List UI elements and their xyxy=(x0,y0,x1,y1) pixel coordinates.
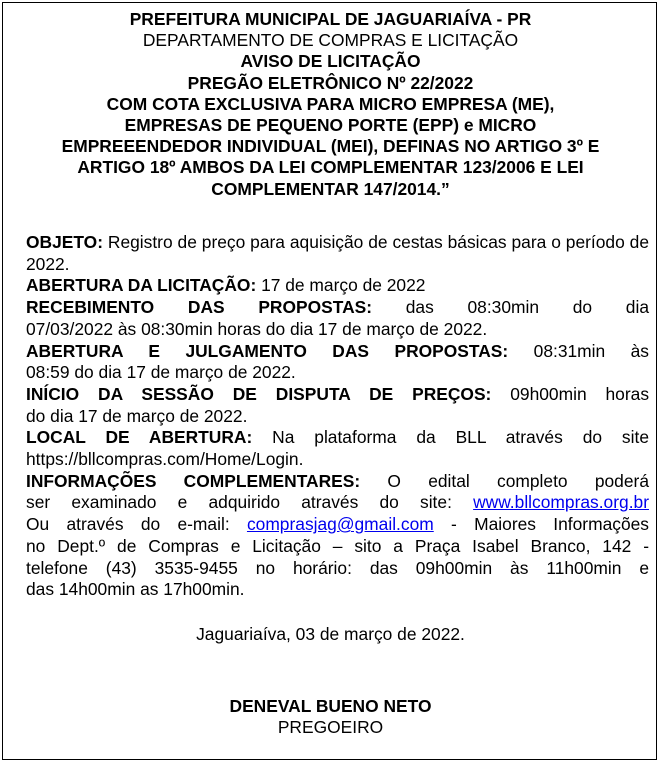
objeto-text: Registro de preço para aquisição de cestas básicas para o período de 2022. xyxy=(26,232,649,274)
local-text: Na plataforma da BLL através do site xyxy=(252,427,649,448)
abertura-label: ABERTURA DA LICITAÇÃO: xyxy=(26,275,257,296)
objeto-section xyxy=(26,232,649,275)
julgamento-line-2: 08:59 do dia 17 de março de 2022. xyxy=(26,362,296,383)
julgamento-line-1 xyxy=(26,341,649,363)
sessao-line-2: do dia 17 de março de 2022. xyxy=(26,405,248,426)
quota-line: ARTIGO 18º AMBOS DA LEI COMPLEMENTAR 123/2006 E LEI xyxy=(77,157,584,178)
informacoes-line-3 xyxy=(26,514,649,536)
informacoes-line-5: telefone (43) 3535-9455 no horário: das 09h00min às 11h00min e xyxy=(26,557,649,578)
informacoes-line-6: das 14h00min as 17h00min. xyxy=(26,579,245,600)
department-title: DEPARTAMENTO DE COMPRAS E LICITAÇÃO xyxy=(142,30,519,51)
local-section xyxy=(26,427,649,470)
recebimento-text: das 08:30min do dia xyxy=(372,297,649,318)
informacoes-label: INFORMAÇÕES COMPLEMENTARES: xyxy=(26,470,361,491)
julgamento-text: 08:31min às xyxy=(508,340,650,361)
sessao-line-1 xyxy=(26,384,649,406)
signer-name: DENEVAL BUENO NETO xyxy=(229,696,432,716)
objeto-label: OBJETO: xyxy=(26,232,103,252)
julgamento-section xyxy=(26,341,649,384)
informacoes-line-1 xyxy=(26,471,649,493)
recebimento-label: RECEBIMENTO DAS PROPOSTAS: xyxy=(26,297,373,318)
notice-title: AVISO DE LICITAÇÃO xyxy=(240,51,421,72)
email-link[interactable]: comprasjag@gmail.com xyxy=(246,514,434,535)
place-date: Jaguariaíva, 03 de março de 2022. xyxy=(196,624,465,644)
informacoes-email-suffix: - Maiores Informações xyxy=(433,514,649,535)
quota-line: EMPRESAS DE PEQUENO PORTE (EPP) e MICRO xyxy=(124,115,537,136)
auction-number: PREGÃO ELETRÔNICO Nº 22/2022 xyxy=(187,72,474,93)
site-link[interactable]: www.bllcompras.org.br xyxy=(473,492,649,513)
sessao-label: INÍCIO DA SESSÃO DE DISPUTA DE PREÇOS: xyxy=(26,383,492,404)
quota-line: COMPLEMENTAR 147/2014.” xyxy=(211,178,450,199)
local-line-1 xyxy=(26,427,649,449)
municipality-title: PREFEITURA MUNICIPAL DE JAGUARIAÍVA - PR xyxy=(129,9,532,29)
recebimento-section xyxy=(26,297,649,340)
signer-role: PREGOEIRO xyxy=(277,717,384,737)
informacoes-text: O edital completo poderá xyxy=(360,470,649,491)
local-label: LOCAL DE ABERTURA: xyxy=(26,427,253,448)
sessao-text: 09h00min horas xyxy=(491,383,650,404)
informacoes-email-prefix: Ou através do e-mail: xyxy=(26,514,247,535)
informacoes-site-prefix: ser examinado e adquirido através do site: xyxy=(26,492,474,513)
quota-line: COM COTA EXCLUSIVA PARA MICRO EMPRESA (ME), xyxy=(106,93,555,114)
local-url: https://bllcompras.com/Home/Login. xyxy=(26,449,304,470)
abertura-section xyxy=(26,275,649,297)
informacoes-section xyxy=(26,471,649,601)
recebimento-line-2: 07/03/2022 às 08:30min horas do dia 17 de março de 2022. xyxy=(26,318,488,339)
informacoes-line-4: no Dept.º de Compras e Licitação – sito a Praça Isabel Branco, 142 - xyxy=(26,535,649,556)
notice-body xyxy=(26,232,649,601)
informacoes-line-2 xyxy=(26,492,649,514)
abertura-text: 17 de março de 2022 xyxy=(256,275,426,296)
notice-header xyxy=(0,9,661,200)
quota-line: EMPREEENDEDOR INDIVIDUAL (MEI), DEFINAS NO ARTIGO 3º E xyxy=(61,136,600,157)
julgamento-label: ABERTURA E JULGAMENTO DAS PROPOSTAS: xyxy=(26,340,509,361)
sessao-section xyxy=(26,384,649,427)
signature-block xyxy=(0,696,661,738)
recebimento-line-1 xyxy=(26,297,649,319)
